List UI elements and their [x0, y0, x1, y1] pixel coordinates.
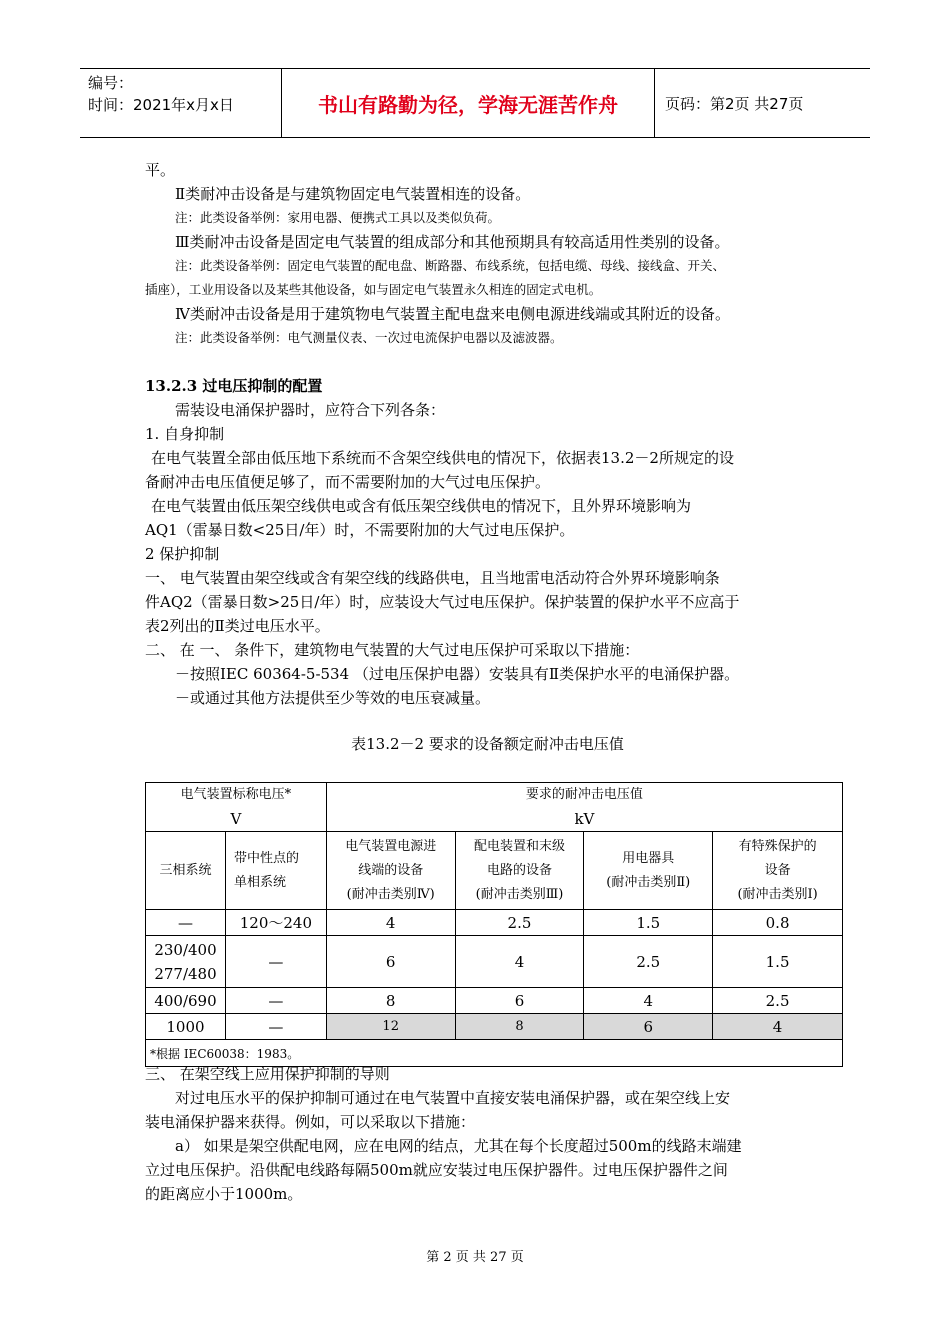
table-header-cell — [225, 832, 326, 910]
paragraph: 1. 自身抑制 — [145, 425, 225, 443]
table-header-cell — [146, 832, 226, 910]
table-cell: 1.5 — [713, 936, 843, 988]
paragraph: 备耐冲击电压值便足够了，而不需要附加的大气过电压保护。 — [145, 473, 551, 491]
table-header-cell — [326, 832, 455, 910]
cell-text: 277/480 — [154, 964, 217, 983]
header-meta — [80, 69, 282, 137]
table-cell: 12 — [326, 1014, 455, 1040]
table-cell: 400/690 — [146, 988, 226, 1014]
paragraph: 三、 在架空线上应用保护抑制的导则 — [145, 1065, 390, 1083]
table-cell: — — [146, 910, 226, 936]
paragraph: 2 保护抑制 — [145, 545, 220, 563]
page-footer: 第 2 页 共 27 页 — [426, 1250, 524, 1265]
document-body-continued — [145, 1062, 810, 1206]
header-text: 单相系统 — [233, 874, 286, 890]
header-text: (耐冲击类别Ⅰ) — [737, 886, 818, 902]
note: 注：此类设备举例：固定电气装置的配电盘、断路器、布线系统，包括电缆、母线、接线盒、开关、 — [175, 258, 726, 273]
paragraph: 对过电压水平的保护抑制可通过在电气装置中直接安装电涌保护器，或在架空线上安 — [175, 1089, 731, 1107]
paragraph: 二、 在 一、 条件下，建筑物电气装置的大气过电压保护可采取以下措施： — [145, 641, 640, 659]
paragraph: a） 如果是架空供配电网，应在电网的结点，尤其在每个长度超过500m的线路末端建 — [175, 1137, 742, 1155]
header-text: 用电器具 — [622, 850, 675, 866]
header-text: 要求的耐冲击电压值 — [525, 787, 643, 802]
table-cell: 0.8 — [713, 910, 843, 936]
table-cell: 6 — [326, 936, 455, 988]
table-header-row — [146, 783, 843, 832]
paragraph: 需装设电涌保护器时，应符合下列各条： — [175, 401, 446, 419]
table-cell: 6 — [584, 1014, 713, 1040]
table-row — [146, 988, 843, 1014]
header-text: (耐冲击类别Ⅱ) — [606, 874, 691, 890]
table-cell: 1.5 — [584, 910, 713, 936]
table-header-cell — [146, 783, 327, 832]
header-text: kV — [574, 810, 595, 828]
header-motto: 书山有路勤为径，学海无涯苦作舟 — [282, 69, 655, 137]
header-text: 电路的设备 — [486, 862, 552, 878]
table-cell: 1000 — [146, 1014, 226, 1040]
table-cell: 8 — [455, 1014, 584, 1040]
header-page-info: 页码：第2页 共27页 — [665, 94, 804, 113]
paragraph: －或通过其他方法提供至少等效的电压衰减量。 — [175, 689, 491, 707]
header-text: (耐冲击类别Ⅲ) — [475, 886, 564, 902]
table-row — [146, 910, 843, 936]
paragraph: 的距离应小于1000m。 — [145, 1185, 303, 1203]
table-cell: 120～240 — [225, 910, 326, 936]
section-heading: 13.2.3 过电压抑制的配置 — [145, 377, 323, 395]
table-caption: 表13.2－2 要求的设备额定耐冲击电压值 — [351, 735, 624, 753]
paragraph: －按照IEC 60364-5-534 （过电压保护电器）安装具有Ⅱ类保护水平的电涌保护器。 — [175, 665, 740, 683]
paragraph: 立过电压保护。沿供配电线路每隔500m就应安装过电压保护器件。过电压保护器件之间 — [145, 1161, 728, 1179]
table-cell: 6 — [455, 988, 584, 1014]
table-footnote: *根据 IEC60038：1983。 — [146, 1040, 843, 1067]
table-header-row — [146, 832, 843, 910]
table-header-cell — [584, 832, 713, 910]
table-header-cell — [455, 832, 584, 910]
table-cell: 4 — [455, 936, 584, 988]
paragraph: Ⅳ类耐冲击设备是用于建筑物电气装置主配电盘来电侧电源进线端或其附近的设备。 — [175, 305, 730, 323]
table-cell: — — [225, 936, 326, 988]
table-cell: 8 — [326, 988, 455, 1014]
paragraph: 装电涌保护器来获得。例如，可以采取以下措施： — [145, 1113, 476, 1131]
table-cell: 2.5 — [713, 988, 843, 1014]
note: 注：此类设备举例：家用电器、便携式工具以及类似负荷。 — [175, 210, 501, 225]
table-header-cell — [713, 832, 843, 910]
table-row — [146, 1014, 843, 1040]
header-date: 时间：2021年x月x日 — [88, 96, 234, 114]
table-header-cell — [326, 783, 842, 832]
note: 注：此类设备举例：电气测量仪表、一次过电流保护电器以及滤波器。 — [175, 330, 563, 345]
paragraph: 一、 电气装置由架空线或含有架空线的线路供电，且当地雷电活动符合外界环境影响条 — [145, 569, 720, 587]
table-cell: 4 — [584, 988, 713, 1014]
header-text: V — [230, 810, 242, 828]
cell-text: 230/400 — [154, 940, 217, 959]
note: 插座），工业用设备以及某些其他设备，如与固定电气装置永久相连的固定式电机。 — [145, 282, 602, 297]
header-text: 有特殊保护的 — [738, 838, 817, 854]
header-text: 三相系统 — [159, 862, 212, 878]
document-body — [145, 158, 810, 756]
paragraph: Ⅱ类耐冲击设备是与建筑物固定电气装置相连的设备。 — [175, 185, 531, 203]
paragraph: 表2列出的Ⅱ类过电压水平。 — [145, 617, 330, 635]
paragraph: 平。 — [145, 161, 176, 179]
header-text: 配电装置和末级 — [473, 838, 565, 854]
paragraph: Ⅲ类耐冲击设备是固定电气装置的组成部分和其他预期具有较高适用性类别的设备。 — [175, 233, 730, 251]
header-text: 带中性点的 — [233, 850, 299, 866]
table-cell — [146, 936, 226, 988]
header-text: 设备 — [764, 862, 791, 878]
paragraph: 件AQ2（雷暴日数>25日/年）时，应装设大气过电压保护。保护装置的保护水平不应高于 — [145, 593, 740, 611]
header-code: 编号： — [88, 74, 134, 92]
paragraph: AQ1（雷暴日数<25日/年）时，不需要附加的大气过电压保护。 — [145, 521, 575, 539]
header-text: 电气装置标称电压* — [180, 787, 292, 802]
paragraph: 在电气装置全部由低压地下系统而不含架空线供电的情况下，依据表13.2－2所规定的设 — [151, 449, 734, 467]
header-text: (耐冲击类别Ⅳ) — [346, 886, 435, 902]
header-text: 线端的设备 — [358, 862, 424, 878]
page-header — [80, 68, 870, 138]
table-cell: 4 — [713, 1014, 843, 1040]
table-cell: — — [225, 1014, 326, 1040]
header-text: 电气装置电源进 — [345, 838, 437, 854]
table-cell: — — [225, 988, 326, 1014]
impulse-voltage-table — [145, 782, 843, 1067]
paragraph: 在电气装置由低压架空线供电或含有低压架空线供电的情况下，且外界环境影响为 — [151, 497, 692, 515]
table-row — [146, 936, 843, 988]
table-cell: 2.5 — [584, 936, 713, 988]
table-cell: 4 — [326, 910, 455, 936]
table-cell: 2.5 — [455, 910, 584, 936]
